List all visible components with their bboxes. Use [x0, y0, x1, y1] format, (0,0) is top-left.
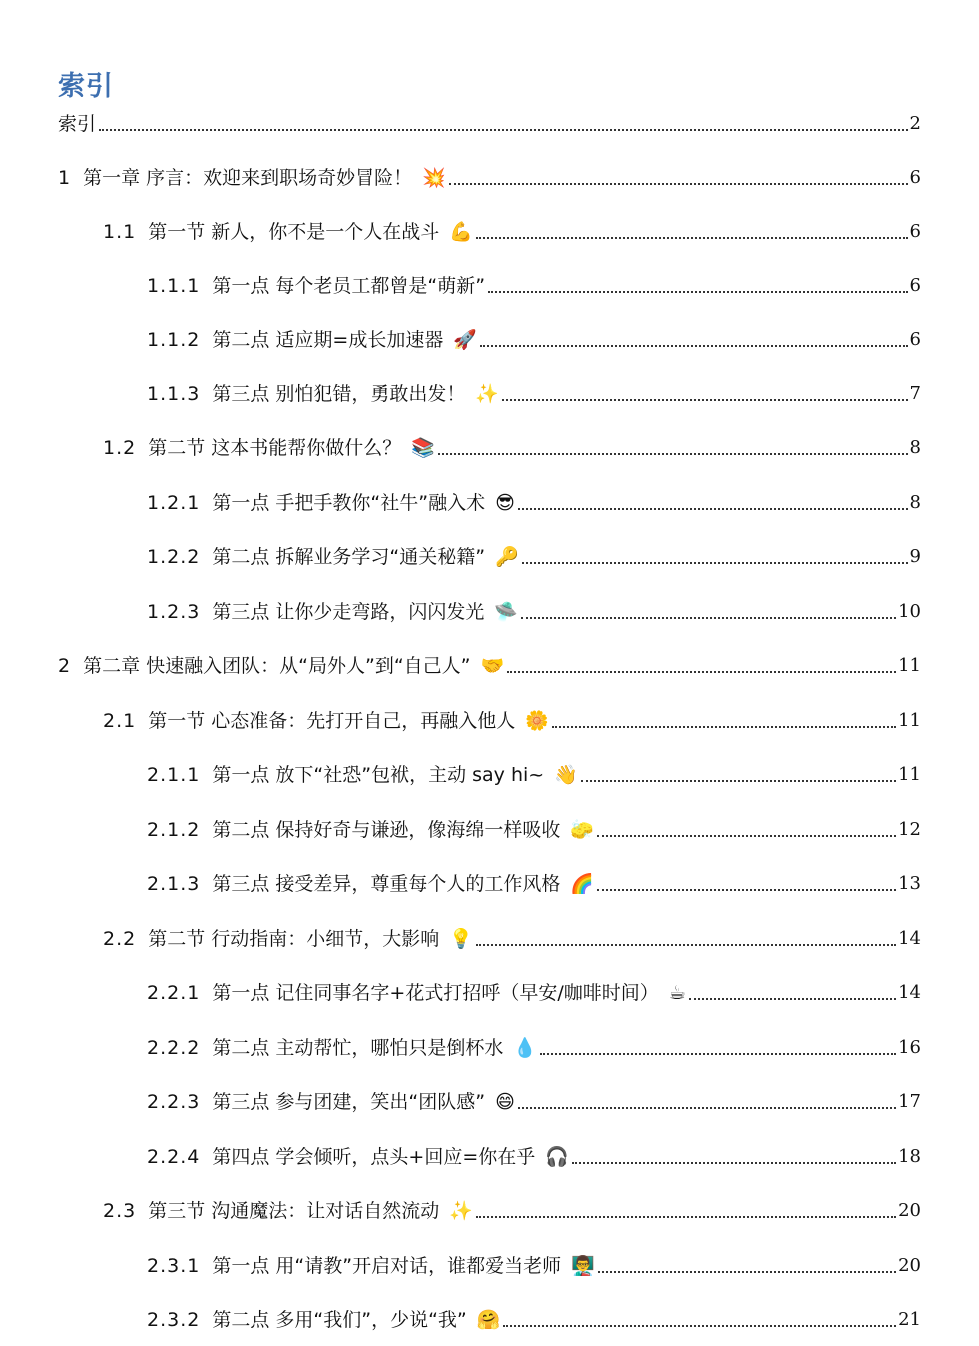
toc-entry-1-2-1[interactable]: [147, 487, 921, 515]
handshake-icon: 🤝: [480, 655, 505, 677]
droplet-icon: 💧: [513, 1037, 538, 1059]
sparkles-icon: ✨: [475, 383, 500, 405]
toc-entry-2-2-4[interactable]: [147, 1141, 921, 1169]
toc-entry-number: 2.3.2: [147, 1309, 201, 1331]
toc-entry-number: 2.2: [103, 928, 137, 950]
toc-entry-2-1-3[interactable]: [147, 868, 921, 896]
toc-entry-2-2-1[interactable]: [147, 977, 921, 1005]
toc-entry-number: 2.2.4: [147, 1146, 201, 1168]
toc-entry-number: 2.1: [103, 710, 137, 732]
leader-dots: [598, 1269, 896, 1273]
toc-entry-title: 索引: [58, 113, 97, 135]
toc-entry-title: 第二点 保持好奇与谦逊，像海绵一样吸收: [212, 819, 561, 841]
toc-page-number: 13: [898, 873, 921, 894]
toc-entry-title: 第四点 学会倾听，点头+回应=你在乎: [212, 1146, 536, 1168]
toc-page-number: 11: [898, 655, 921, 676]
leader-dots: [488, 289, 907, 293]
sponge-icon: 🧽: [570, 819, 595, 841]
toc-page-number: 9: [909, 546, 921, 567]
toc-entry-2-1-1[interactable]: [147, 759, 921, 787]
toc-entry-number: 1.2.3: [147, 601, 201, 623]
leader-dots: [597, 833, 896, 837]
toc-page-number: 21: [898, 1309, 921, 1330]
books-icon: 📚: [411, 437, 435, 459]
leader-dots: [597, 887, 896, 891]
toc-page-number: 14: [898, 982, 921, 1003]
leader-dots: [518, 506, 908, 510]
leader-dots: [476, 942, 896, 946]
light-bulb-icon: 💡: [449, 928, 473, 950]
toc-page-number: 8: [909, 492, 921, 513]
leader-dots: [522, 560, 908, 564]
toc-entry-number: 1.1.1: [147, 275, 201, 297]
toc-page-number: 10: [898, 601, 921, 622]
toc-entry-title: 第三点 让你少走弯路，闪闪发光: [212, 601, 485, 623]
toc-entry-title: 第三点 参与团建，笑出“团队感”: [212, 1091, 486, 1113]
leader-dots: [581, 778, 896, 782]
toc-entry-2-1[interactable]: [103, 705, 921, 733]
toc-entry-title: 第一点 用“请教”开启对话，谁都爱当老师: [212, 1255, 562, 1277]
sunglasses-face-icon: 😎: [495, 492, 515, 514]
toc-page-number: 11: [898, 710, 921, 731]
toc-entry-1-1-2[interactable]: [147, 324, 921, 352]
toc-entry-number: 2.2.3: [147, 1091, 201, 1113]
leader-dots: [99, 127, 908, 131]
toc-page-number: 16: [898, 1037, 921, 1058]
leader-dots: [503, 1323, 896, 1327]
toc-entry-2-3-1[interactable]: [147, 1250, 921, 1278]
toc-page-number: 6: [909, 329, 921, 350]
flexed-biceps-icon: 💪: [449, 221, 473, 243]
toc-entry-number: 2.3.1: [147, 1255, 201, 1277]
toc-entry-1-2-2[interactable]: [147, 541, 921, 569]
toc-entry-title: 第三节 沟通魔法：让对话自然流动: [148, 1200, 440, 1222]
collision-icon: 💥: [422, 167, 446, 189]
toc-entry-2-2-2[interactable]: [147, 1032, 921, 1060]
toc-entry-title: 第二节 行动指南：小细节，大影响: [148, 928, 440, 950]
toc-entry-1-2-3[interactable]: [147, 596, 921, 624]
leader-dots: [689, 996, 896, 1000]
toc-entry-1-1[interactable]: [103, 216, 921, 244]
toc-entry-number: 1.1.3: [147, 383, 201, 405]
toc-page-number: 8: [909, 437, 921, 458]
toc-entry-number: 2.2.2: [147, 1037, 201, 1059]
toc-entry-1-1-3[interactable]: [147, 378, 921, 406]
rainbow-icon: 🌈: [570, 873, 595, 895]
toc-entry-title: 第二章 快速融入团队：从“局外人”到“自己人”: [83, 655, 471, 677]
toc-entry-2-3[interactable]: [103, 1195, 921, 1223]
toc-entry-number: 2.3: [103, 1200, 137, 1222]
toc-entry-index[interactable]: [58, 108, 921, 136]
leader-dots: [518, 1105, 896, 1109]
toc-page-number: 2: [909, 113, 921, 134]
toc-entry-title: 第三点 接受差异，尊重每个人的工作风格: [212, 873, 561, 895]
toc-page-number: 14: [898, 928, 921, 949]
toc-entry-title: 第一点 记住同事名字+花式打招呼（早安/咖啡时间）: [212, 982, 659, 1004]
toc-entry-title: 第二点 多用“我们”，少说“我”: [212, 1309, 467, 1331]
hugging-face-icon: 🤗: [476, 1309, 501, 1331]
toc-entry-number: 1.1.2: [147, 329, 201, 351]
leader-dots: [540, 1051, 896, 1055]
leader-dots: [507, 669, 896, 673]
toc-entry-title: 第三点 别怕犯错，勇敢出发！: [212, 383, 466, 405]
toc-entry-title: 第一章 序言：欢迎来到职场奇妙冒险！: [83, 167, 413, 189]
toc-entry-chapter-2[interactable]: [58, 650, 921, 678]
toc-entry-1-2[interactable]: [103, 432, 921, 460]
toc-entry-number: 1.2.1: [147, 492, 201, 514]
toc-entry-title: 第一点 放下“社恐”包袱，主动 say hi~: [212, 764, 545, 786]
leader-dots: [521, 615, 896, 619]
toc-entry-2-2[interactable]: [103, 923, 921, 951]
toc-page-number: 11: [898, 764, 921, 785]
toc-entry-title: 第二点 适应期=成长加速器: [212, 329, 444, 351]
toc-page-number: 17: [898, 1091, 921, 1112]
toc-entry-2-2-3[interactable]: [147, 1086, 921, 1114]
toc-entry-title: 第二点 主动帮忙，哪怕只是倒杯水: [212, 1037, 504, 1059]
headphones-icon: 🎧: [545, 1146, 569, 1168]
toc-page-number: 6: [909, 275, 921, 296]
rocket-icon: 🚀: [453, 329, 477, 351]
waving-hand-icon: 👋: [554, 764, 578, 786]
toc-entry-title: 第二节 这本书能帮你做什么？: [148, 437, 402, 459]
toc-entry-chapter-1[interactable]: [58, 162, 921, 190]
leader-dots: [480, 343, 908, 347]
toc-page-number: 7: [909, 383, 921, 404]
toc-entry-number: 1: [58, 167, 72, 189]
grinning-face-icon: 😄: [495, 1091, 515, 1113]
toc-entry-number: 1.2.2: [147, 546, 201, 568]
leader-dots: [502, 397, 907, 401]
toc-entry-1-1-1[interactable]: [147, 270, 921, 298]
toc-page-number: 6: [909, 221, 921, 242]
toc-entry-title: 第一节 新人，你不是一个人在战斗: [148, 221, 440, 243]
toc-page-number: 20: [898, 1200, 921, 1221]
toc-entry-title: 第一点 每个老员工都曾是“萌新”: [212, 275, 486, 297]
leader-dots: [449, 181, 908, 185]
leader-dots: [552, 724, 896, 728]
toc-entry-number: 2.1.3: [147, 873, 201, 895]
leader-dots: [438, 451, 908, 455]
sparkles-icon: ✨: [449, 1200, 473, 1222]
toc-entry-number: 2: [58, 655, 72, 677]
coffee-icon: ☕: [668, 982, 686, 1004]
blossom-icon: 🌼: [525, 710, 549, 732]
toc-entry-number: 2.1.2: [147, 819, 201, 841]
flying-saucer-icon: 🛸: [494, 601, 519, 623]
toc-page-number: 20: [898, 1255, 921, 1276]
toc-page-number: 6: [909, 167, 921, 188]
toc-entry-title: 第一节 心态准备：先打开自己，再融入他人: [148, 710, 516, 732]
toc-entry-number: 1.2: [103, 437, 137, 459]
toc-entry-2-1-2[interactable]: [147, 814, 921, 842]
toc-entry-number: 2.2.1: [147, 982, 201, 1004]
page-title: 索引: [58, 71, 114, 102]
toc-entry-number: 2.1.1: [147, 764, 201, 786]
teacher-icon: 👨‍🏫: [571, 1255, 595, 1277]
toc-entry-number: 1.1: [103, 221, 137, 243]
toc-page-number: 12: [898, 819, 921, 840]
toc-entry-title: 第二点 拆解业务学习“通关秘籍”: [212, 546, 486, 568]
toc-page-number: 18: [898, 1146, 921, 1167]
leader-dots: [476, 1214, 896, 1218]
toc-entry-title: 第一点 手把手教你“社牛”融入术: [212, 492, 486, 514]
leader-dots: [572, 1160, 896, 1164]
toc-entry-2-3-2[interactable]: [147, 1304, 921, 1332]
key-icon: 🔑: [495, 546, 519, 568]
leader-dots: [476, 235, 908, 239]
